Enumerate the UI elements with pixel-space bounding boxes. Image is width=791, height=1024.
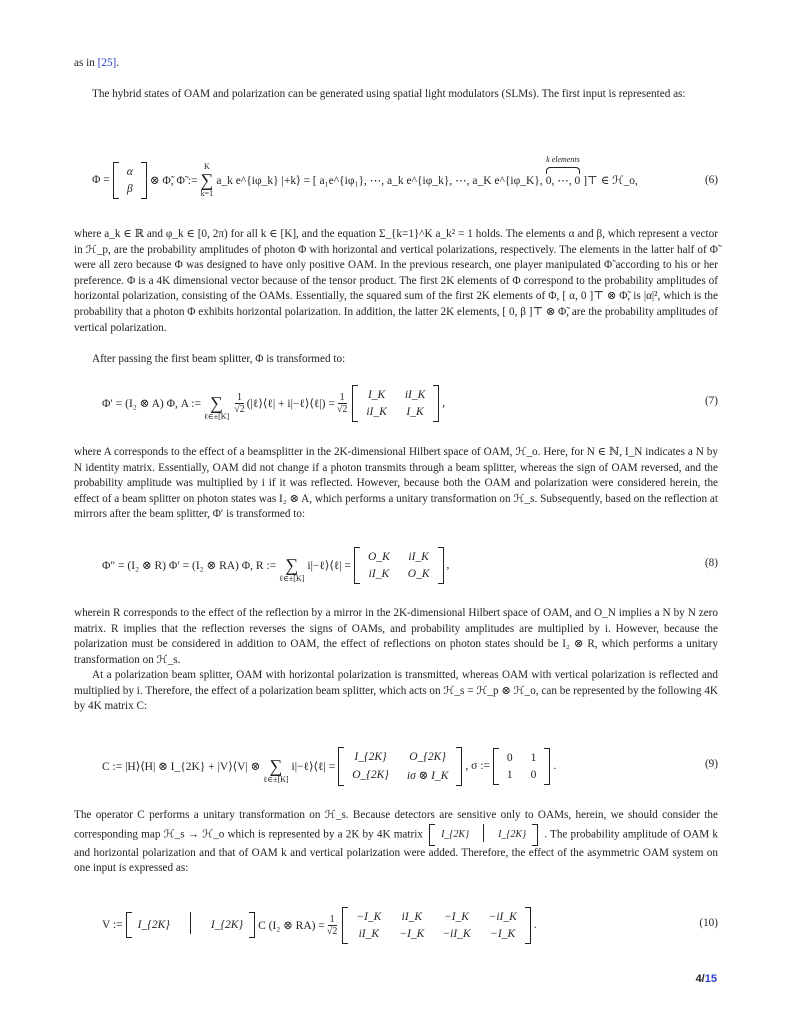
- eq10-lhs: V :=: [102, 919, 123, 931]
- eq7-frac-num-2: 1: [339, 391, 345, 403]
- paragraph-hybrid-states: The hybrid states of OAM and polarization can be generated using spatial light modulators (SLMs). The first input is represented as:: [92, 88, 686, 100]
- eq9-s10: 1: [506, 768, 513, 781]
- eq9-matrix: [338, 747, 462, 786]
- page-current: 4/: [695, 973, 705, 985]
- inline-m1: I_{2K}: [498, 828, 527, 840]
- eq10-frac: [327, 914, 338, 937]
- eq7-m01: iI_K: [404, 388, 426, 401]
- eq10-m13: −I_K: [490, 927, 516, 940]
- eq6-brace-label: k elements: [546, 155, 580, 164]
- inline-m0: I_{2K}: [441, 828, 470, 840]
- eq9-sum-sub: ℓ∈±[K]: [263, 775, 289, 784]
- eq9-s00: 0: [506, 751, 513, 764]
- eq10-matrix: [342, 907, 530, 944]
- paragraph-operator-c: [74, 808, 718, 877]
- eq7-m10: iI_K: [366, 405, 387, 418]
- eq9-lhs: C := |H⟩⟨H| ⊗ I_{2K} + |V⟩⟨V| ⊗: [102, 761, 261, 773]
- eq10-row-matrix: [126, 912, 255, 938]
- eq10-m00: −I_K: [356, 910, 382, 923]
- citation-link[interactable]: [25]: [97, 57, 117, 69]
- eq7-sum: ∑ ℓ∈±[K]: [203, 393, 230, 421]
- eq7-frac-b: [337, 392, 348, 415]
- eq6-lhs: Φ =: [92, 174, 110, 186]
- eq7-m00: I_K: [367, 388, 386, 401]
- equation-number-9: (9): [704, 758, 718, 770]
- eq10-m02: −I_K: [443, 910, 469, 923]
- eq8-matrix: [354, 547, 443, 584]
- equation-number-10: (10): [699, 917, 718, 929]
- eq6-sum-sub: k=1: [200, 189, 214, 198]
- eq7-mid: (|ℓ⟩⟨ℓ| + i|−ℓ⟩⟨ℓ|) =: [246, 398, 335, 410]
- eq7-frac-a: [234, 392, 245, 415]
- eq8-mid: i|−ℓ⟩⟨ℓ| =: [307, 560, 352, 572]
- eq9-end: .: [553, 760, 557, 772]
- text: The operator C performs a unitary transformation on ℋ_s. Because detectors are sensitive only to OAMs, herein, we should consider the corresponding map ℋ_s → ℋ_o which is represented by a 2K by 4K matrix: [74, 809, 718, 841]
- paragraph-continuation: [74, 56, 718, 72]
- eq9-m11: iσ ⊗ I_K: [406, 769, 449, 782]
- paragraph-elements: where a_k ∈ ℝ and φ_k ∈ [0, 2π) for all k ∈ [K], and the equation Σ_{k=1}^K a_k² = 1 holds. The elements α and β, which represent a vector in ℋ_p, are the probability amplitudes of photon Φ with horizontal and vertical polarizations, respectively. The elements in the latter half of Φ̃ were all zero because Φ was designed to have only positive OAM. In the previous research, one player manipulated Φ̃ according to his or her preference. Φ is a 4K dimensional vector because of the tensor product. The first 2K elements of Φ correspond to the probability amplitudes of horizontal polarization, consisting of the OAMs. Essentially, the squared sum of the first 2K elements of Φ, [ α, 0 ]⊤ ⊗ Φ̃, is |α|², which is the probability that a photon Φ exhibits horizontal polarization. In addition, the latter 2K elements, [ 0, β ]⊤ ⊗ Φ̃, are the probability amplitudes of vertical polarization.: [74, 228, 718, 334]
- eq6-sum-sup: K: [204, 162, 210, 171]
- eq8-m00: O_K: [368, 550, 390, 563]
- eq6-sum: K ∑ k=1: [200, 162, 214, 198]
- eq9-m00: I_{2K}: [354, 750, 387, 763]
- text: as in: [74, 57, 98, 69]
- eq8-sum-sub: ℓ∈±[K]: [279, 574, 305, 583]
- eq6-rhs: a_k e^{iφ_k} |+k⟩ = [ a₁e^{iφ₁}, ⋯, a_k e^{iφ_k}, ⋯, a_K e^{iφ_K},: [216, 175, 543, 187]
- eq7-frac-num: 1: [236, 391, 242, 403]
- eq8-end: ,: [446, 559, 450, 571]
- eq6-alpha: α: [126, 165, 133, 178]
- eq9-mid: i|−ℓ⟩⟨ℓ| =: [291, 761, 336, 773]
- eq6-brace-content: 0, ⋯, 0: [545, 175, 581, 187]
- equation-10: [74, 895, 718, 955]
- paragraph-beam-splitter: After passing the first beam splitter, Φ is transformed to:: [92, 353, 346, 365]
- page-number: [696, 973, 717, 985]
- eq10-m01: iI_K: [401, 910, 423, 923]
- equation-8: [74, 537, 718, 593]
- eq9-m10: O_{2K}: [352, 768, 389, 781]
- eq8-sum: ∑ ℓ∈±[K]: [279, 555, 305, 583]
- text: . The probability amplitude of OAM k and horizontal polarization and that of OAM k and vertical polarization were added. Therefore, the effect of the asymmetric OAM system on one input is expressed as:: [74, 828, 719, 875]
- eq8-m10: iI_K: [368, 567, 390, 580]
- eq8-m01: iI_K: [408, 550, 429, 563]
- eq9-s01: 1: [530, 751, 537, 764]
- eq10-r1: I_{2K}: [210, 919, 244, 931]
- equation-number-8: (8): [704, 557, 718, 569]
- eq10-frac-num: 1: [329, 913, 335, 925]
- eq9-sigma-matrix: [493, 748, 551, 785]
- paragraph-polarization-splitter: At a polarization beam splitter, OAM with horizontal polarization is transmitted, whereas OAM with vertical polarization is reflected and multiplied by i. Therefore, the effect of a polarization beam splitter, which acts on ℋ_s = ℋ_p ⊗ ℋ_o, can be represented by the following 4K by 4K matrix C:: [74, 669, 718, 713]
- eq6-beta: β: [126, 182, 133, 195]
- eq10-mid: C (I₂ ⊗ RA) =: [258, 920, 325, 932]
- eq7-frac-den-2: √2: [336, 403, 348, 415]
- eq6-overbrace: [545, 155, 581, 187]
- eq6-mid: ⊗ Φ̃, Φ̃ :=: [149, 175, 198, 187]
- eq7-frac-den: √2: [234, 403, 245, 415]
- eq7-lhs: Φ′ = (I₂ ⊗ A) Φ, A :=: [102, 398, 201, 410]
- eq10-r0: I_{2K}: [137, 919, 170, 931]
- eq10-m12: −iI_K: [442, 927, 471, 940]
- eq10-m11: −I_K: [399, 927, 425, 940]
- eq8-m11: O_K: [407, 567, 430, 580]
- eq9-m01: O_{2K}: [409, 750, 446, 763]
- eq10-m03: −iI_K: [488, 910, 517, 923]
- eq8-lhs: Φ″ = (I₂ ⊗ R) Φ′ = (I₂ ⊗ RA) Φ, R :=: [102, 560, 277, 572]
- equation-number-7: (7): [704, 395, 718, 407]
- eq9-sigma-def: , σ :=: [465, 760, 490, 772]
- eq7-m11: I_K: [406, 405, 424, 418]
- inline-row-matrix: [429, 824, 538, 846]
- paragraph-reflection: wherein R corresponds to the effect of the reflection by a mirror in the 2K-dimensional Hilbert space of OAM, and O_N implies a N by N zero matrix. R implies that the reflection reverses the signs of OAMs, and probability amplitudes are multiplied by i. However, because the polarization must be considered in addition to OAM, the effect of reflections on photon states should be I₂ ⊗ R, which performs a unitary transformation on ℋ_s.: [74, 607, 718, 666]
- eq7-sum-sub: ℓ∈±[K]: [203, 412, 230, 421]
- page-total-link[interactable]: 15: [704, 973, 717, 985]
- eq10-frac-den: √2: [326, 925, 338, 937]
- eq10-end: .: [533, 919, 537, 931]
- equation-number-6: (6): [704, 174, 718, 186]
- equation-7: [74, 375, 718, 431]
- equation-9: [74, 735, 718, 797]
- eq6-vector: [113, 162, 147, 199]
- eq7-matrix: [352, 385, 439, 422]
- eq6-rhs-end: ]⊤ ∈ ℋ_o,: [583, 175, 638, 187]
- equation-6: [74, 150, 718, 210]
- paragraph-beamsplitter-effect: where A corresponds to the effect of a beamsplitter in the 2K-dimensional Hilbert space of OAM, ℋ_o. Here, for N ∈ ℕ, I_N indicates a N by N identity matrix. Essentially, OAM did not change if a photon transmits through a beam splitter, whereas the sign of OAM reversed, and the probability amplitude was multiplied by i if it was reflected. However, because both the OAM and polarization were considered herein, the effect of a beam splitter on photon states was I₂ ⊗ A, which performs a unitary transformation on ℋ_s. Subsequently, based on the reflection at mirrors after the beam splitter, Φ′ is transformed to:: [74, 446, 718, 521]
- eq7-end: ,: [442, 397, 446, 409]
- text: .: [116, 57, 120, 69]
- eq10-m10: iI_K: [358, 927, 380, 940]
- eq9-s11: 0: [530, 768, 537, 781]
- eq9-sum: ∑ ℓ∈±[K]: [263, 756, 289, 784]
